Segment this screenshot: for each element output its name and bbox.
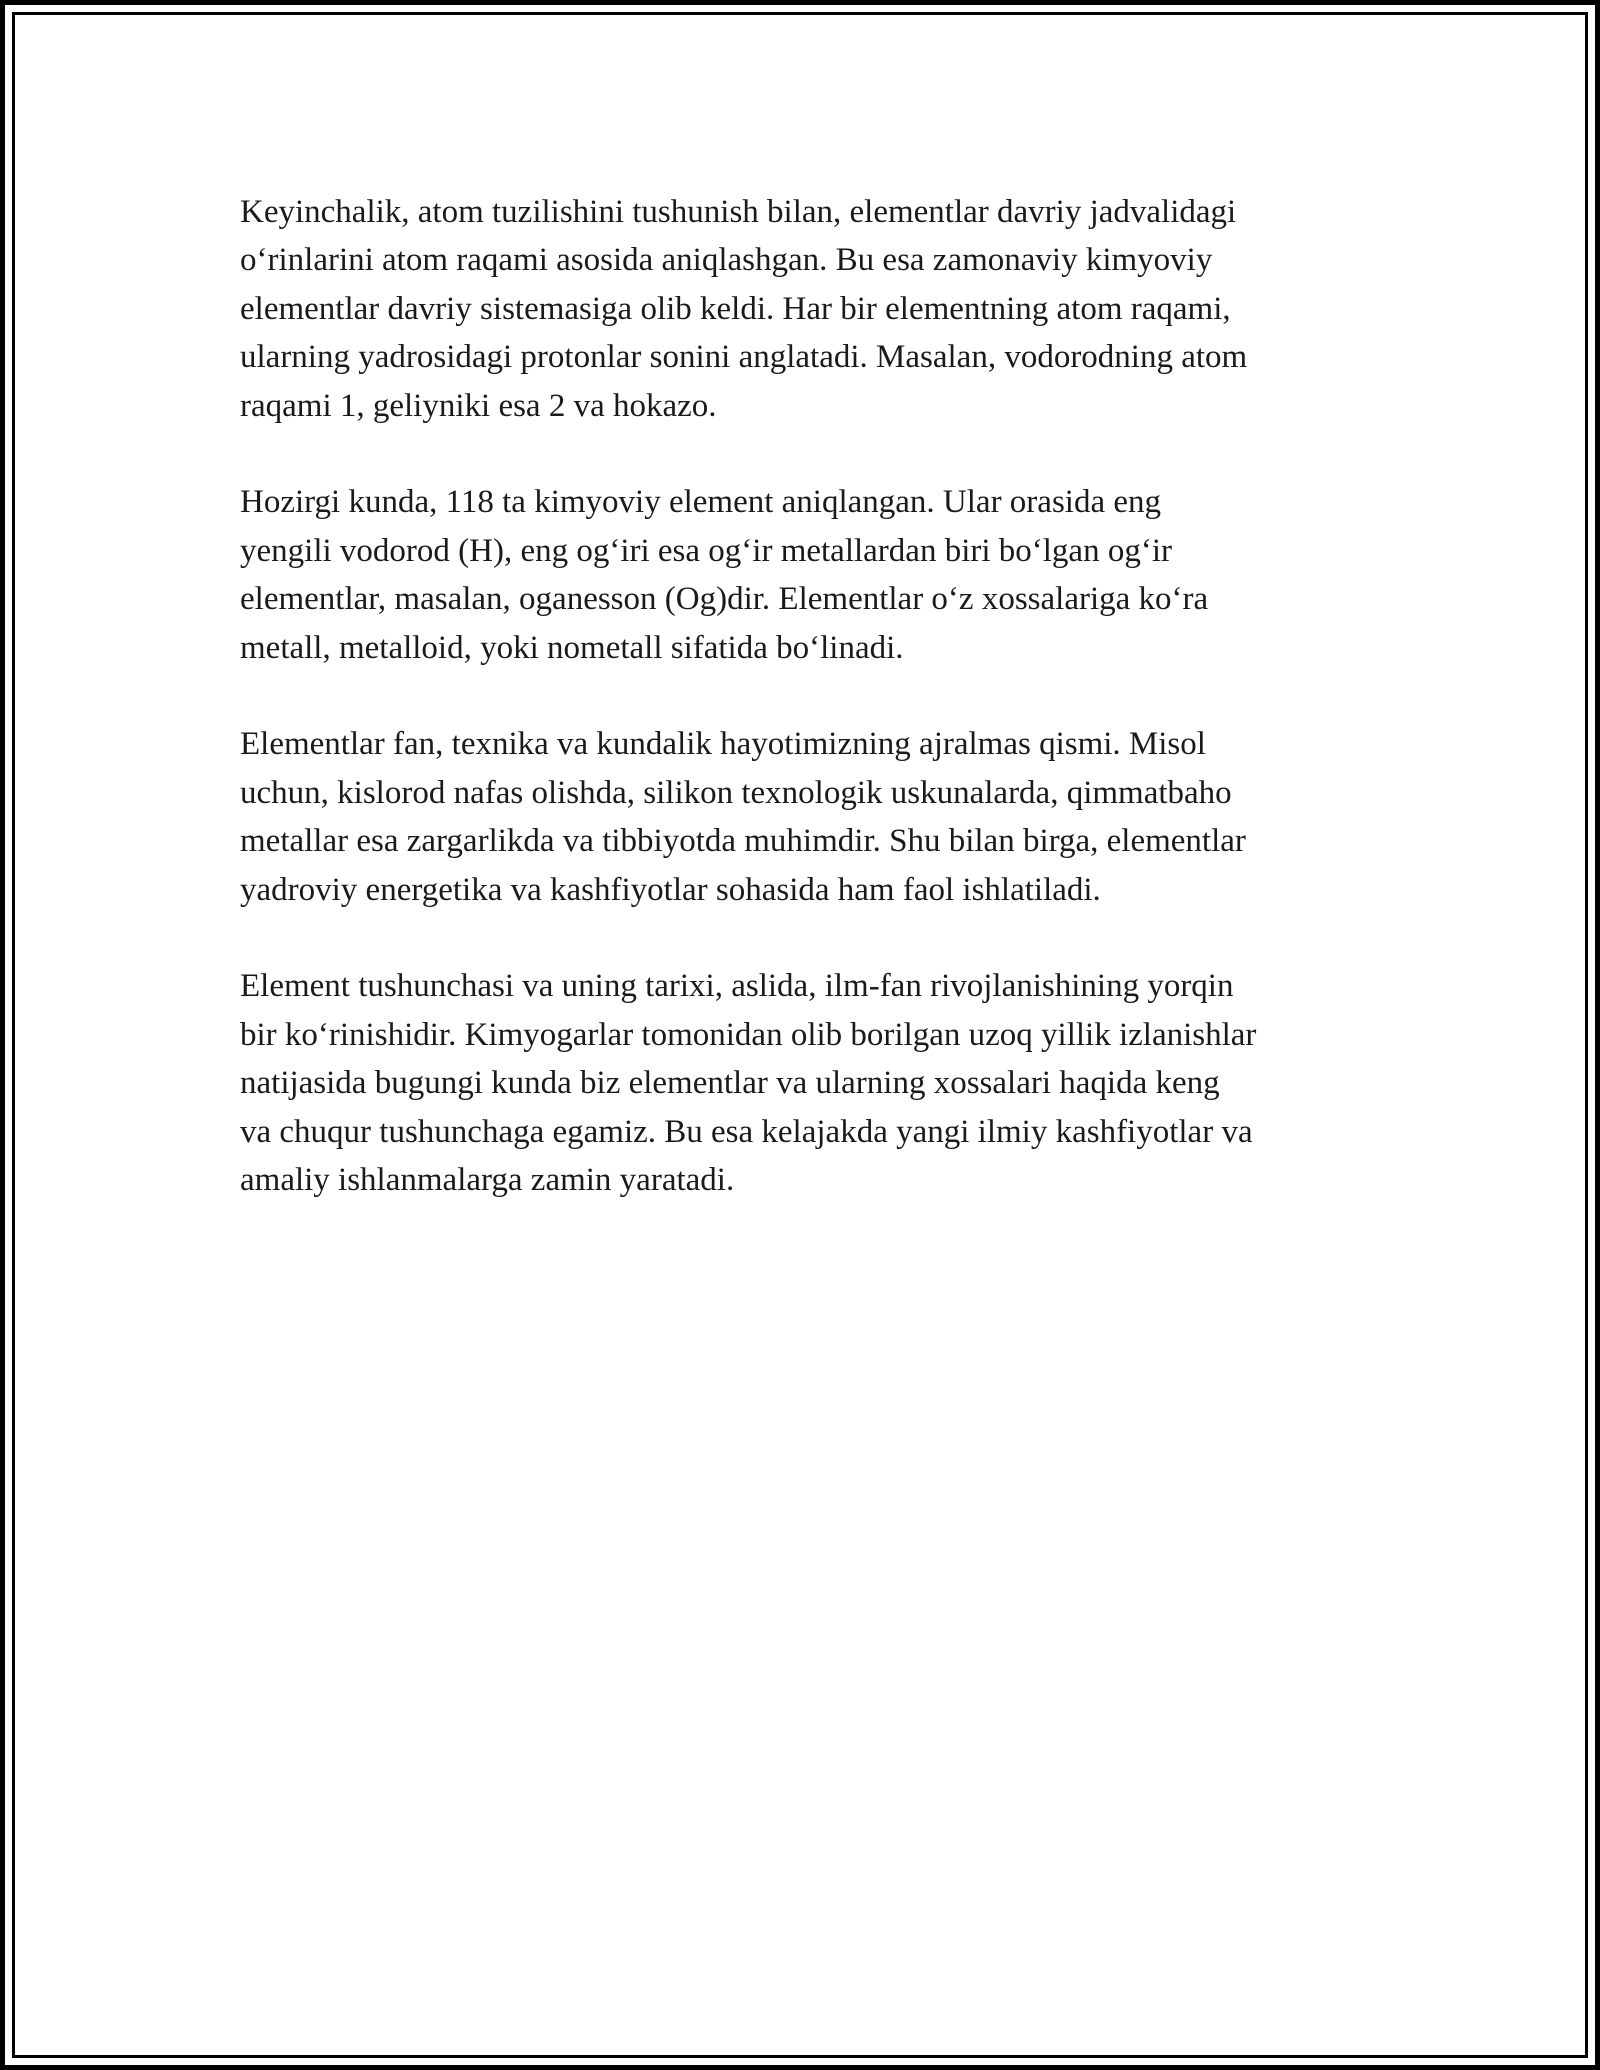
paragraph-4 bbox=[240, 962, 1380, 1204]
text-line: metall, metalloid, yoki nometall sifatida bo‘linadi. bbox=[240, 629, 904, 666]
text-line: metallar esa zargarlikda va tibbiyotda muhimdir. Shu bilan birga, elementlar bbox=[240, 823, 1246, 860]
paragraph-1 bbox=[240, 188, 1380, 430]
document-body bbox=[240, 188, 1380, 1253]
text-line: Keyinchalik, atom tuzilishini tushunish bilan, elementlar davriy jadvalidagi bbox=[240, 194, 1237, 230]
text-line: Elementlar fan, texnika va kundalik hayotimizning ajralmas qismi. Misol bbox=[240, 726, 1206, 763]
text-line: uchun, kislorod nafas olishda, silikon texnologik uskunalarda, qimmatbaho bbox=[240, 774, 1232, 811]
text-line: elementlar, masalan, oganesson (Og)dir. Elementlar o‘z xossalariga ko‘ra bbox=[240, 581, 1209, 618]
paragraph-3 bbox=[240, 720, 1380, 914]
text-line: o‘rinlarini atom raqami asosida aniqlashgan. Bu esa zamonaviy kimyoviy bbox=[240, 242, 1213, 279]
text-line: Element tushunchasi va uning tarixi, aslida, ilm-fan rivojlanishining yorqin bbox=[240, 968, 1234, 1005]
text-line: yadroviy energetika va kashfiyotlar sohasida ham faol ishlatiladi. bbox=[240, 871, 1101, 908]
text-line: yengili vodorod (H), eng og‘iri esa og‘ir metallardan biri bo‘lgan og‘ir bbox=[240, 532, 1172, 569]
text-line: bir ko‘rinishidir. Kimyogarlar tomonidan olib borilgan uzoq yillik izlanishlar bbox=[240, 1016, 1257, 1053]
text-line: va chuqur tushunchaga egamiz. Bu esa kelajakda yangi ilmiy kashfiyotlar va bbox=[240, 1113, 1253, 1150]
paragraph-2 bbox=[240, 478, 1380, 672]
text-line: raqami 1, geliyniki esa 2 va hokazo. bbox=[240, 387, 717, 424]
text-line: ularning yadrosidagi protonlar sonini anglatadi. Masalan, vodorodning atom bbox=[240, 339, 1248, 376]
text-line: elementlar davriy sistemasiga olib keldi. Har bir elementning atom raqami, bbox=[240, 290, 1231, 327]
text-line: natijasida bugungi kunda biz elementlar va ularning xossalari haqida keng bbox=[240, 1065, 1220, 1102]
text-line: Hozirgi kunda, 118 ta kimyoviy element aniqlangan. Ular orasida eng bbox=[240, 484, 1162, 521]
text-line: amaliy ishlanmalarga zamin yaratadi. bbox=[240, 1162, 735, 1199]
